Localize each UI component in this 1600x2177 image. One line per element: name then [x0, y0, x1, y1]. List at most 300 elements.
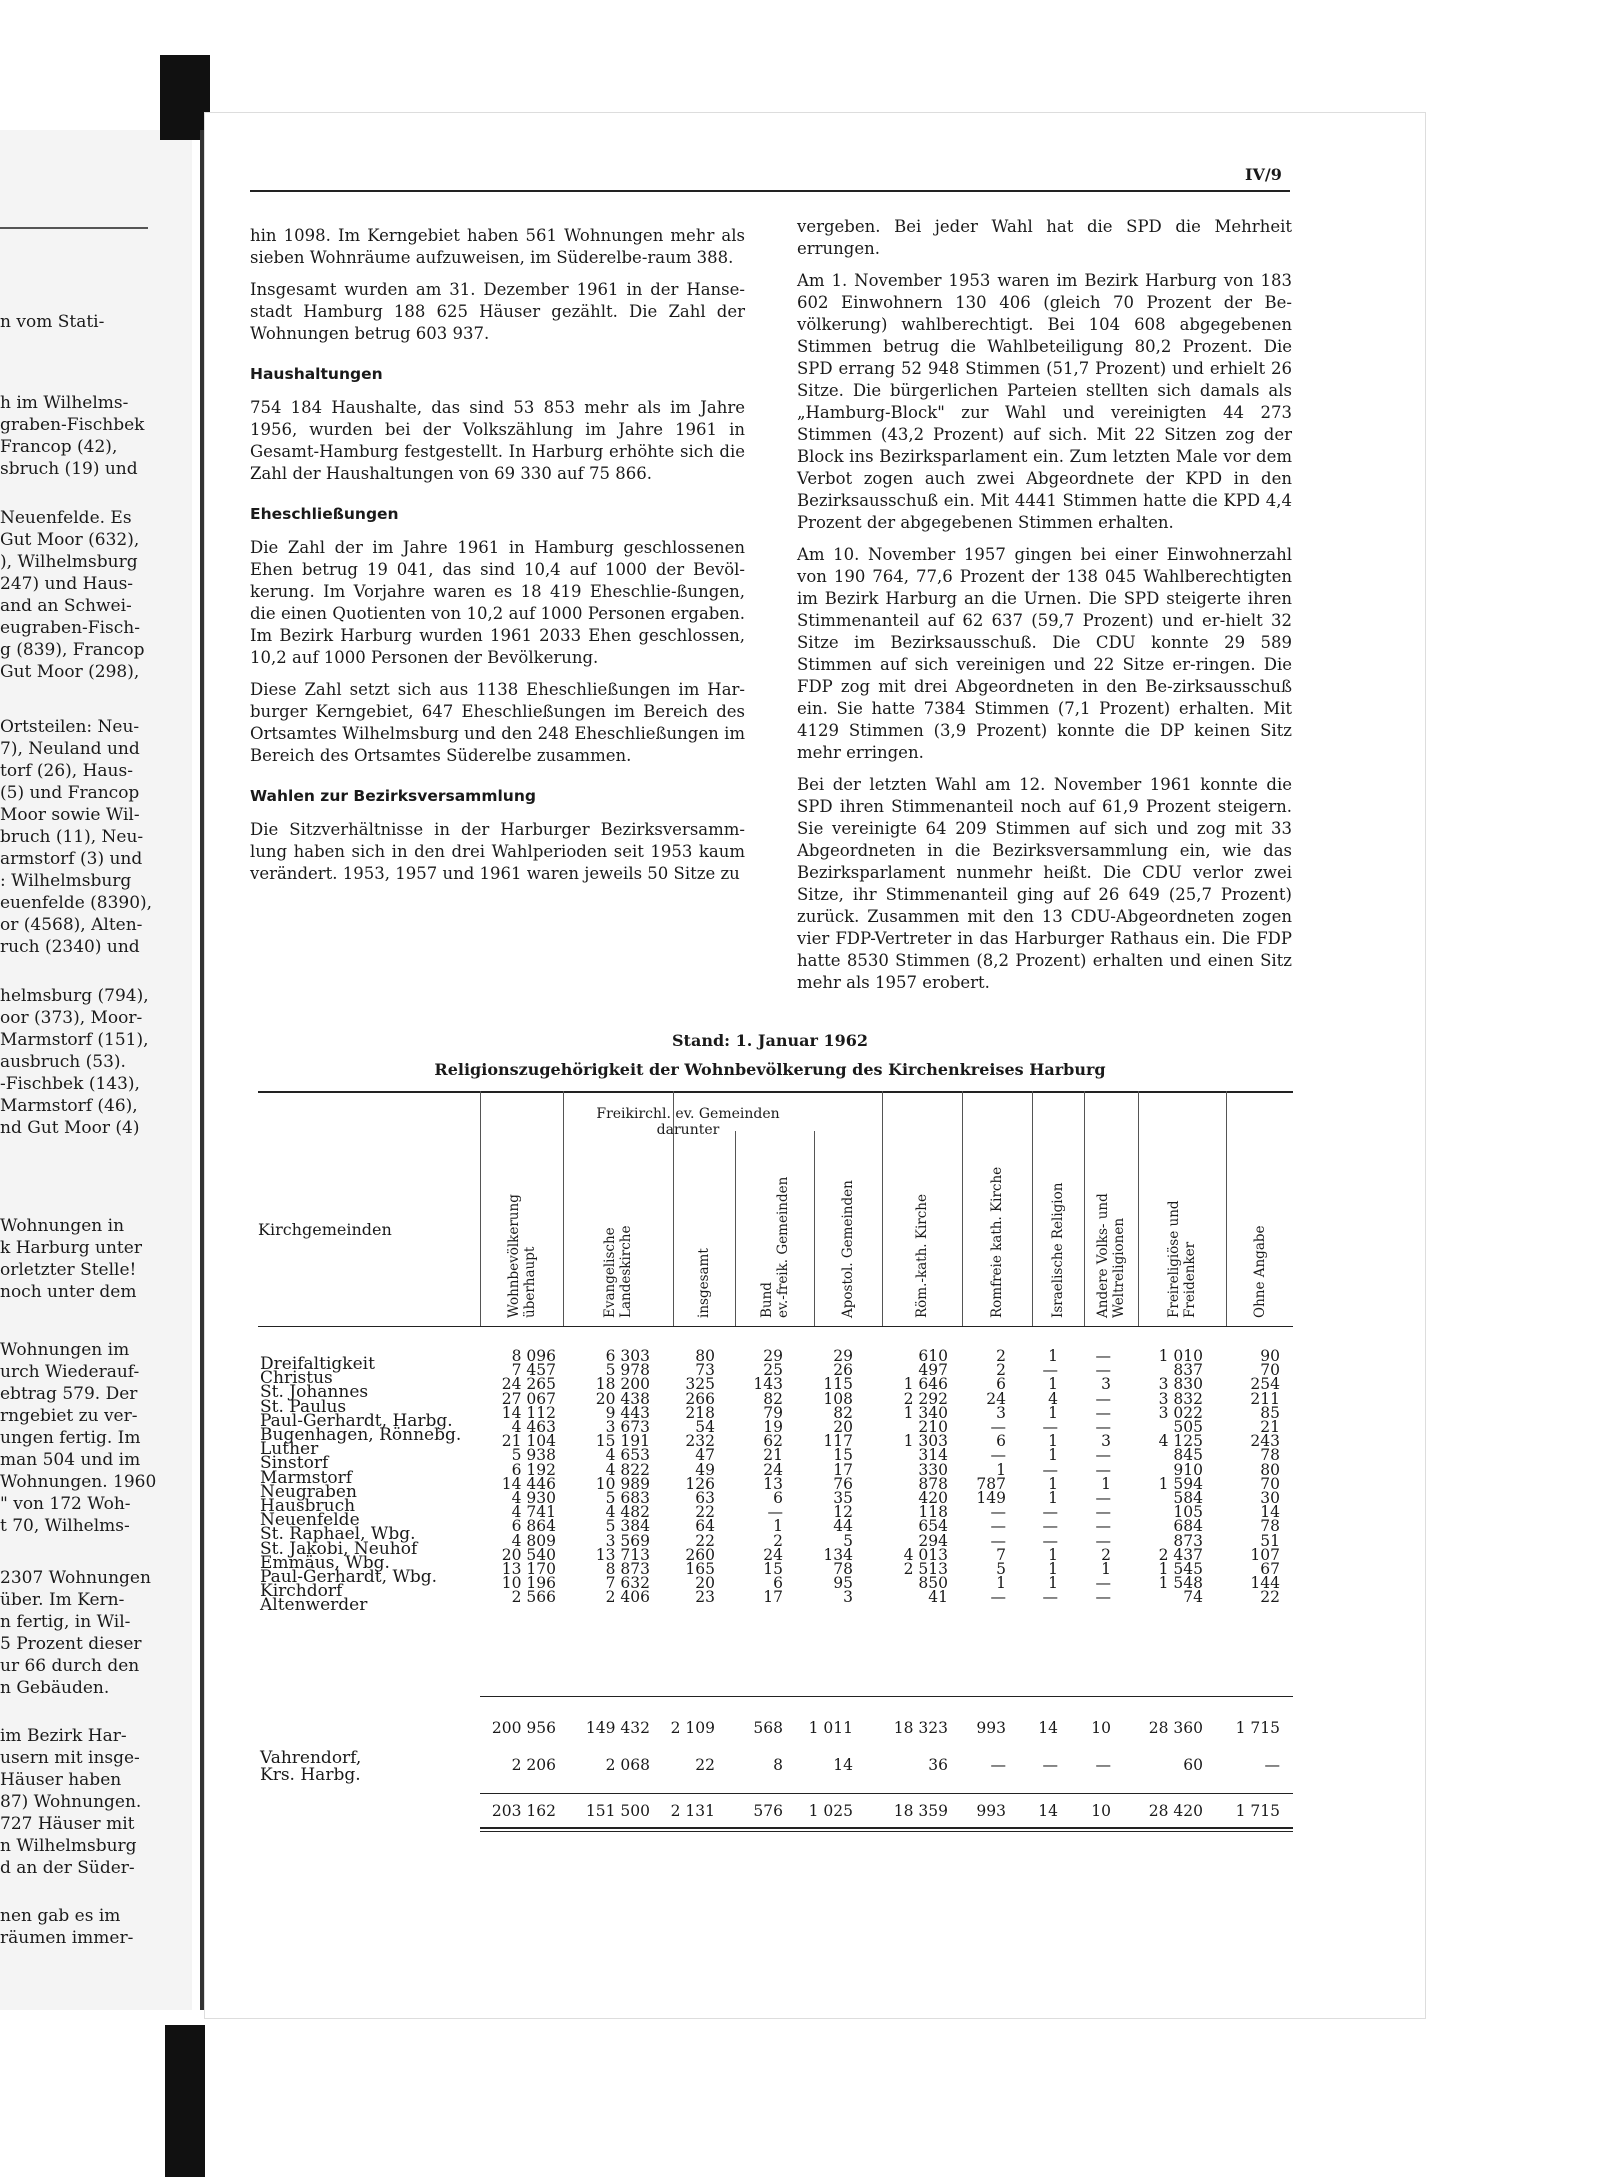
left-page-line: nen gab es im — [0, 1906, 121, 1926]
table-cell: 2 — [773, 1531, 783, 1550]
table-cell: — — [1095, 1574, 1111, 1593]
table-cell: 126 — [685, 1474, 715, 1493]
table-cell: 1 — [1048, 1560, 1058, 1578]
table-cell: — — [990, 1418, 1006, 1436]
table-cell: 218 — [685, 1403, 715, 1422]
total-cell: 993 — [976, 1802, 1006, 1820]
table-cell: 878 — [918, 1474, 948, 1493]
table-cell: 7 — [996, 1545, 1006, 1564]
col-header — [602, 1226, 634, 1318]
table-cell: — — [990, 1503, 1006, 1522]
table-cell: 49 — [695, 1460, 715, 1479]
table-row-name: Dreifaltigkeit — [260, 1354, 375, 1374]
table-cell: 17 — [763, 1588, 783, 1607]
table-cell: 1 — [1048, 1403, 1058, 1422]
table-cell: 1 — [1101, 1560, 1111, 1578]
extra-row-cell: 8 — [773, 1756, 783, 1774]
column-divider — [1138, 1091, 1139, 1326]
left-page-line: armstorf (3) und — [0, 849, 143, 869]
table-cell: 4 482 — [605, 1503, 650, 1522]
table-row-name: St. Johannes — [260, 1382, 369, 1403]
column-divider — [814, 1131, 815, 1326]
table-cell: 330 — [918, 1460, 948, 1479]
table-row-name: Emmäus, Wbg. — [260, 1552, 390, 1573]
left-page-line: nd Gut Moor (4) — [0, 1118, 140, 1138]
col-header-line: Evangelische — [602, 1227, 618, 1318]
table-cell: — — [990, 1531, 1006, 1550]
table-cell: 1 340 — [903, 1403, 948, 1422]
table-cell: 3 569 — [605, 1531, 650, 1550]
table-cell: 505 — [1173, 1418, 1203, 1436]
table-cell: 47 — [695, 1446, 715, 1465]
table-cell: — — [990, 1446, 1006, 1465]
table-cell: 3 — [996, 1403, 1006, 1422]
table-cell: 2 — [996, 1347, 1006, 1365]
table-cell: 12 — [833, 1503, 853, 1522]
total-cell: 1 715 — [1235, 1802, 1280, 1820]
table-cell: 4 930 — [511, 1489, 556, 1507]
left-page-line: 247) und Haus- — [0, 574, 134, 594]
table-cell: 2 406 — [605, 1588, 650, 1607]
table-row-name: Sinstorf — [260, 1453, 329, 1474]
table-cell: 4 013 — [903, 1545, 948, 1564]
table-cell: — — [1042, 1517, 1058, 1536]
extra-row-cell: — — [1095, 1756, 1111, 1774]
left-page-line: k Harburg unter — [0, 1238, 142, 1258]
paragraph: Diese Zahl setzt sich aus 1138 Eheschließungen im Har-burger Kerngebiet, 647 Eheschließungen im Bereich des Ortsamtes Wilhelmsburg und den 248 Eheschließungen im Bereich des Ortsamtes Süderelbe zusammen. — [250, 680, 745, 765]
table-cell: 325 — [685, 1375, 715, 1394]
table-cell: — — [1095, 1403, 1111, 1422]
table-cell: 70 — [1260, 1361, 1280, 1380]
column-divider — [1032, 1091, 1033, 1326]
table-cell: 14 — [1260, 1503, 1280, 1522]
left-page-line: noch unter dem — [0, 1282, 137, 1302]
subtotal-rule — [480, 1696, 1293, 1697]
left-page-line: Marmstorf (46), — [0, 1096, 138, 1116]
table-cell: 910 — [1173, 1460, 1203, 1479]
left-page-line: Francop (42), — [0, 437, 118, 457]
table-cell: 2 566 — [511, 1588, 556, 1607]
left-page-line: Wohnungen. 1960 — [0, 1472, 157, 1492]
table-cell: 78 — [833, 1560, 853, 1578]
table-row-name: Paul-Gerhardt, Harbg. — [260, 1410, 453, 1431]
col-header-line: Freidenker — [1182, 1241, 1198, 1318]
table-cell: 73 — [695, 1361, 715, 1380]
table-cell: 25 — [763, 1361, 783, 1380]
table-cell: 1 — [1048, 1574, 1058, 1593]
left-page-line: Gut Moor (298), — [0, 662, 140, 682]
table-cell: 27 067 — [501, 1389, 556, 1408]
table-cell: 3 673 — [605, 1418, 650, 1436]
table-cell: — — [767, 1503, 783, 1522]
table-cell: 7 632 — [605, 1574, 650, 1593]
table-row-name: Krs. Harbg. — [260, 1765, 361, 1785]
col-header-line: Röm.-kath. Kirche — [914, 1194, 930, 1318]
column-divider — [962, 1091, 963, 1326]
table-cell: 21 — [763, 1446, 783, 1465]
col-header — [696, 1248, 712, 1318]
col-header-line: Israelische Religion — [1050, 1182, 1066, 1318]
table-cell: 6 192 — [511, 1460, 556, 1479]
table-cell: 118 — [918, 1503, 948, 1522]
table-cell: 15 — [763, 1560, 783, 1578]
table-bottom-rule-2 — [480, 1831, 1293, 1832]
table-cell: 5 384 — [605, 1517, 650, 1536]
table-cell: 78 — [1260, 1446, 1280, 1465]
col-header — [1252, 1225, 1268, 1318]
subtotal-cell: 10 — [1091, 1719, 1111, 1737]
subtotal-cell: 1 715 — [1235, 1719, 1280, 1737]
table-cell: 2 437 — [1158, 1545, 1203, 1564]
table-cell: 837 — [1173, 1361, 1203, 1380]
left-page-line: 727 Häuser mit — [0, 1814, 135, 1834]
table-cell: 95 — [833, 1574, 853, 1593]
col-header-kirchgemeinden: Kirchgemeinden — [258, 1220, 392, 1239]
table-cell: — — [1095, 1361, 1111, 1380]
table-cell: 149 — [976, 1489, 1006, 1507]
table-cell: 62 — [763, 1432, 783, 1451]
table-cell: 684 — [1173, 1517, 1203, 1536]
table-row-name: St. Paulus — [260, 1396, 347, 1417]
table-cell: 610 — [918, 1347, 948, 1365]
table-cell: 314 — [918, 1446, 948, 1465]
left-page-line: ruch (2340) und — [0, 937, 140, 957]
paragraph: hin 1098. Im Kerngebiet haben 561 Wohnungen mehr als sieben Wohnräume aufzuweisen, im Süderelbe-raum 388. — [250, 226, 745, 267]
table-cell: 165 — [685, 1560, 715, 1578]
table-cell: 85 — [1260, 1403, 1280, 1422]
left-page-line: Wohnungen in — [0, 1216, 125, 1236]
total-cell: 2 131 — [670, 1802, 715, 1820]
col-header-line: Bund — [758, 1282, 775, 1318]
left-page-line: : Wilhelmsburg — [0, 871, 132, 891]
table-cell: 5 978 — [605, 1361, 650, 1380]
table-cell: 6 864 — [511, 1517, 556, 1536]
col-header-line: Apostol. Gemeinden — [840, 1180, 856, 1318]
table-cell: 10 989 — [595, 1474, 650, 1493]
table-cell: — — [990, 1517, 1006, 1536]
total-cell: 1 025 — [808, 1802, 853, 1820]
table-cell: 1 — [1048, 1347, 1058, 1365]
table-cell: 22 — [695, 1503, 715, 1522]
left-page-line: or (4568), Alten- — [0, 915, 143, 935]
left-page-line: n Gebäuden. — [0, 1678, 110, 1698]
table-cell: 294 — [918, 1531, 948, 1550]
table-cell: 260 — [685, 1545, 715, 1564]
subtotal-cell: 18 323 — [893, 1719, 948, 1737]
col-header-line: Freireligiöse und — [1166, 1200, 1182, 1318]
table-cell: 654 — [918, 1517, 948, 1536]
left-page-line: Häuser haben — [0, 1770, 122, 1790]
table-cell: 35 — [833, 1489, 853, 1507]
left-page-line: im Bezirk Har- — [0, 1726, 127, 1746]
paragraph: vergeben. Bei jeder Wahl hat die SPD die Mehrheit errungen. — [797, 217, 1292, 258]
subtotal-cell: 14 — [1038, 1719, 1058, 1737]
table-cell: 20 — [695, 1574, 715, 1593]
table-cell: 13 713 — [595, 1545, 650, 1564]
table-cell: 24 — [763, 1545, 783, 1564]
table-cell: 845 — [1173, 1446, 1203, 1465]
subtotal-cell: 993 — [976, 1719, 1006, 1737]
table-row-name: Marmstorf — [260, 1467, 352, 1488]
total-cell: 576 — [753, 1802, 783, 1820]
table-cell: 115 — [823, 1375, 853, 1394]
table-cell: — — [1095, 1347, 1111, 1365]
left-page-line: rngebiet zu ver- — [0, 1406, 138, 1426]
table-cell: 2 — [1101, 1545, 1111, 1564]
table-bottom-rule — [480, 1827, 1293, 1829]
table-cell: 24 265 — [501, 1375, 556, 1394]
table-cell: 23 — [695, 1588, 715, 1607]
table-cell: 134 — [823, 1545, 853, 1564]
table-cell: — — [1042, 1531, 1058, 1550]
table-cell: 3 — [843, 1588, 853, 1607]
table-header-rule — [258, 1326, 1293, 1327]
total-cell: 18 359 — [893, 1802, 948, 1820]
table-cell: — — [1095, 1517, 1111, 1536]
left-page-line: ur 66 durch den — [0, 1656, 140, 1676]
table-cell: 1 010 — [1158, 1347, 1203, 1365]
column-divider — [1226, 1091, 1227, 1326]
table-cell: 70 — [1260, 1474, 1280, 1493]
col-header-line: Andere Volks- und — [1095, 1193, 1111, 1318]
table-cell: 210 — [918, 1418, 948, 1436]
left-page-line: bruch (11), Neu- — [0, 827, 144, 847]
table-cell: 232 — [685, 1432, 715, 1451]
group-header: Freikirchl. ev. Gemeinden — [596, 1106, 780, 1122]
table-cell: 19 — [763, 1418, 783, 1436]
table-cell: 7 457 — [511, 1361, 556, 1380]
table-cell: — — [1095, 1503, 1111, 1522]
binding-strip-top — [160, 55, 210, 140]
table-cell: 6 — [996, 1375, 1006, 1394]
subtotal-cell: 2 109 — [670, 1719, 715, 1737]
table-cell: 20 540 — [501, 1545, 556, 1564]
table-cell: 254 — [1250, 1375, 1280, 1394]
left-page-line: n fertig, in Wil- — [0, 1612, 131, 1632]
table-row-name: Paul-Gerhardt, Wbg. — [260, 1567, 438, 1587]
left-page-line: n Wilhelmsburg — [0, 1836, 137, 1856]
table-cell: 13 — [763, 1474, 783, 1493]
col-header — [989, 1167, 1005, 1318]
table-cell: 82 — [833, 1403, 853, 1422]
table-cell: 78 — [1260, 1517, 1280, 1536]
table-cell: 144 — [1250, 1574, 1280, 1593]
table-cell: 4 125 — [1158, 1432, 1203, 1451]
total-cell: 203 162 — [491, 1802, 556, 1820]
table-cell: 1 — [996, 1460, 1006, 1479]
left-page-line: 5 Prozent dieser — [0, 1634, 142, 1654]
table-row-name: Christus — [260, 1368, 333, 1389]
paragraph: Die Zahl der im Jahre 1961 in Hamburg geschlossenen Ehen betrug 19 041, das sind 10,4 auf 1000 der Bevöl-kerung. Im Vorjahre waren es 18 419 Eheschlie-ßungen, die einen Quotienten von 10,2 auf 1000 Personen ergaben. Im Bezirk Harburg wurden 1961 2033 Ehen geschlossen, 10,2 auf 1000 Personen der Bevölkerung. — [250, 538, 745, 667]
paragraph: Am 10. November 1957 gingen bei einer Einwohnerzahl von 190 764, 77,6 Prozent der 138 045 Wahlberechtigten im Bezirk Harburg an die Urnen. Die SPD steigerte ihren Stimmenanteil auf 62 637 (59,7 Prozent) und er-hielt 32 Sitze im Bezirksausschuß. Die CDU konnte 29 589 Stimmen auf sich vereinigen und 22 Sitze er-ringen. Die FDP zog mit drei Abgeordneten in den Be-zirksausschuß ein. Sie hatte 7384 Stimmen (7,1 Prozent) erhalten. Mit 4129 Stimmen (3,9 Prozent) konnte die DP keinen Sitz mehr erringen. — [797, 545, 1292, 762]
table-cell: 1 — [996, 1574, 1006, 1593]
table-cell: — — [1042, 1460, 1058, 1479]
paragraph: Insgesamt wurden am 31. Dezember 1961 in der Hanse-stadt Hamburg 188 625 Häuser gezählt. Die Zahl der Wohnungen betrug 603 937. — [250, 280, 745, 343]
table-cell: 4 — [1048, 1389, 1058, 1408]
left-page-line: ungen fertig. Im — [0, 1428, 141, 1448]
table-cell: 4 809 — [511, 1531, 556, 1550]
col-header — [506, 1194, 538, 1318]
total-rule — [480, 1793, 1293, 1794]
table-cell: 67 — [1260, 1560, 1280, 1578]
left-page-line: d an der Süder- — [0, 1858, 135, 1878]
table-cell: 4 463 — [511, 1418, 556, 1436]
group-subheader: darunter — [656, 1122, 720, 1138]
left-page-line: Gut Moor (632), — [0, 530, 140, 550]
table-cell: 22 — [1260, 1588, 1280, 1607]
extra-row-cell: 36 — [928, 1756, 948, 1774]
table-cell: 4 653 — [605, 1446, 650, 1465]
table-cell: 22 — [695, 1531, 715, 1550]
left-page-line: Neuenfelde. Es — [0, 508, 132, 528]
left-page-line: eugraben-Fisch- — [0, 618, 140, 638]
table-cell: 1 — [1048, 1375, 1058, 1394]
table-cell: 1 — [1048, 1432, 1058, 1451]
table-cell: 105 — [1173, 1503, 1203, 1522]
table-cell: — — [1095, 1531, 1111, 1550]
table-cell: 29 — [763, 1347, 783, 1365]
col-header — [1095, 1193, 1127, 1318]
table-cell: — — [1042, 1418, 1058, 1436]
left-page-line: 2307 Wohnungen — [0, 1568, 151, 1588]
subtotal-cell: 568 — [753, 1719, 783, 1737]
col-header-line: ev.-freik. Gemeinden — [774, 1176, 791, 1318]
table-cell: 10 196 — [501, 1574, 556, 1593]
col-header-line: Weltreligionen — [1111, 1217, 1127, 1318]
section-heading-eheschliessungen: Eheschließungen — [250, 505, 399, 523]
table-cell: 80 — [695, 1347, 715, 1365]
extra-row-cell: 2 206 — [511, 1756, 556, 1774]
table-cell: — — [1095, 1389, 1111, 1408]
table-cell: 14 446 — [501, 1474, 556, 1493]
left-page-line: (5) und Francop — [0, 783, 140, 803]
table-row-name: Bugenhagen, Rönnebg. — [260, 1425, 462, 1445]
table-cell: 3 — [1101, 1432, 1111, 1451]
section-heading-wahlen: Wahlen zur Bezirksversammlung — [250, 787, 536, 805]
table-cell: 1 646 — [903, 1375, 948, 1394]
table-cell: 82 — [763, 1389, 783, 1408]
table-cell: 54 — [695, 1418, 715, 1436]
table-row-name: Vahrendorf, — [260, 1748, 362, 1768]
col-header-line: Ohne Angabe — [1251, 1225, 1268, 1318]
left-page-line: -Fischbek (143), — [0, 1074, 140, 1094]
total-cell: 28 420 — [1148, 1802, 1203, 1820]
col-header-line: Wohnbevölkerung — [505, 1194, 522, 1318]
left-page-line: helmsburg (794), — [0, 986, 149, 1006]
table-row-name: Luther — [260, 1439, 319, 1460]
left-page-line: 7), Neuland und — [0, 739, 140, 759]
col-header — [840, 1180, 856, 1318]
table-cell: 21 — [1260, 1418, 1280, 1436]
table-cell: 5 — [996, 1560, 1006, 1578]
table-cell: 13 170 — [501, 1560, 556, 1578]
table-cell: — — [1095, 1489, 1111, 1507]
paragraph: Am 1. November 1953 waren im Bezirk Harburg von 183 602 Einwohnern 130 406 (gleich 70 Prozent der Be-völkerung) wahlberechtigt. Bei 104 608 abgegebenen Stimmen betrug die Wahlbeteiligung 80,2 Prozent. Die SPD errang 52 948 Stimmen (51,7 Prozent) und erhielt 26 Sitze. Die bürgerlichen Parteien stellten sich damals als „Hamburg-Block" zur Wahl und vereinigten 44 273 Stimmen (43,2 Prozent) auf sich. Mit 22 Sitzen zog der Block ins Bezirksparlament ein. Zum letzten Male vor dem Verbot zogen auch zwei Abgeordnete der KPD in den Bezirksausschuß ein. Mit 4441 Stimmen hatte die KPD 4,4 Prozent der abgegebenen Stimmen erhalten. — [797, 271, 1292, 532]
extra-row-cell: — — [1042, 1756, 1058, 1774]
subtotal-cell: 1 011 — [808, 1719, 853, 1737]
left-page-line: graben-Fischbek — [0, 415, 145, 435]
table-cell: — — [1042, 1588, 1058, 1607]
extra-row-cell: — — [990, 1756, 1006, 1774]
table-row-name: Kirchdorf — [260, 1581, 343, 1602]
table-cell: 6 — [996, 1432, 1006, 1451]
table-cell: — — [1042, 1361, 1058, 1380]
table-cell: 1 — [1048, 1545, 1058, 1564]
table-cell: — — [1095, 1588, 1111, 1607]
col-header — [1166, 1200, 1198, 1318]
table-cell: — — [990, 1588, 1006, 1607]
text-column-2 — [797, 216, 1292, 1004]
table-cell: — — [1042, 1503, 1058, 1522]
table-row-name: Altenwerder — [260, 1595, 368, 1616]
table-cell: 9 443 — [605, 1403, 650, 1422]
left-page-rule — [0, 227, 148, 229]
header-rule — [250, 190, 1290, 192]
extra-row-cell: — — [1264, 1756, 1280, 1774]
table-cell: 18 200 — [595, 1375, 650, 1394]
table-cell: 5 683 — [605, 1489, 650, 1507]
table-cell: 2 513 — [903, 1560, 948, 1578]
table-cell: 3 — [1101, 1375, 1111, 1394]
left-page-line: and an Schwei- — [0, 596, 132, 616]
left-page-line: ), Wilhelmsburg — [0, 552, 138, 572]
table-cell: 8 873 — [605, 1560, 650, 1578]
table-cell: 44 — [833, 1517, 853, 1536]
binding-strip-bottom — [165, 2025, 205, 2177]
table-cell: 6 303 — [605, 1347, 650, 1365]
column-divider — [735, 1131, 736, 1326]
left-page-line: euenfelde (8390), — [0, 893, 153, 913]
left-page-line: ausbruch (53). — [0, 1052, 126, 1072]
subtotal-cell: 200 956 — [491, 1719, 556, 1737]
table-cell: 3 830 — [1158, 1375, 1203, 1394]
table-cell: 1 — [1048, 1489, 1058, 1507]
left-page-line: orletzter Stelle! — [0, 1260, 137, 1280]
total-cell: 14 — [1038, 1802, 1058, 1820]
table-cell: 2 292 — [903, 1389, 948, 1408]
table-cell: 5 — [843, 1531, 853, 1550]
subtotal-cell: 28 360 — [1148, 1719, 1203, 1737]
extra-row-cell: 2 068 — [605, 1756, 650, 1774]
left-page-line: Ortsteilen: Neu- — [0, 717, 140, 737]
table-cell: 15 — [833, 1446, 853, 1465]
paragraph: Bei der letzten Wahl am 12. November 1961 konnte die SPD ihren Stimmenanteil noch auf 61,9 Prozent steigern. Sie vereinigte 64 209 Stimmen auf sich und zog mit 33 Abgeordneten in die Bezirksversammlung ein, wie das Bezirksparlament nunmehr heißt. Die CDU verlor zwei Sitze, ihr Stimmenanteil ging auf 26 649 (25,7 Prozent) zurück. Zusammen mit den 13 CDU-Abgeordneten zogen vier FDP-Vertreter in das Harburger Rathaus ein. Die FDP hatte 8530 Stimmen (8,2 Prozent) erhalten und einen Sitz mehr als 1957 erobert. — [797, 775, 1292, 992]
left-page-line: Wohnungen im — [0, 1340, 130, 1360]
table-cell: 30 — [1260, 1489, 1280, 1507]
paragraph: 754 184 Haushalte, das sind 53 853 mehr als im Jahre 1956, wurden bei der Volkszählung im Jahre 1961 in Gesamt-Hamburg festgestellt. In Harburg erhöhte sich die Zahl der Haushaltungen von 69 330 auf 75 866. — [250, 398, 745, 483]
table-cell: 2 — [996, 1361, 1006, 1380]
left-page-line: torf (26), Haus- — [0, 761, 133, 781]
paragraph: Die Sitzverhältnisse in der Harburger Bezirksversamm-lung haben sich in den drei Wahlperioden seit 1953 kaum verändert. 1953, 1957 und 1961 waren jeweils 50 Sitze zu — [250, 820, 745, 883]
table-row-name: St. Raphael, Wbg. — [260, 1524, 416, 1545]
table-stand-date: Stand: 1. Januar 1962 — [672, 1031, 868, 1050]
col-header — [1050, 1183, 1066, 1318]
table-cell: 4 822 — [605, 1460, 650, 1479]
table-cell: 80 — [1260, 1460, 1280, 1479]
table-row-name: Neuenfelde — [260, 1510, 360, 1531]
table-cell: 1 — [1048, 1446, 1058, 1465]
table-cell: 143 — [753, 1375, 783, 1394]
table-cell: 1 548 — [1158, 1574, 1203, 1593]
left-page-line: urch Wiederauf- — [0, 1362, 140, 1382]
table-cell: 41 — [928, 1588, 948, 1607]
table-cell: 117 — [823, 1432, 853, 1451]
table-row-name: Neugraben — [260, 1481, 357, 1502]
table-cell: 17 — [833, 1460, 853, 1479]
left-page-line: " von 172 Woh- — [0, 1494, 131, 1514]
extra-row-cell: 14 — [833, 1756, 853, 1774]
left-page-line: g (839), Francop — [0, 640, 145, 660]
